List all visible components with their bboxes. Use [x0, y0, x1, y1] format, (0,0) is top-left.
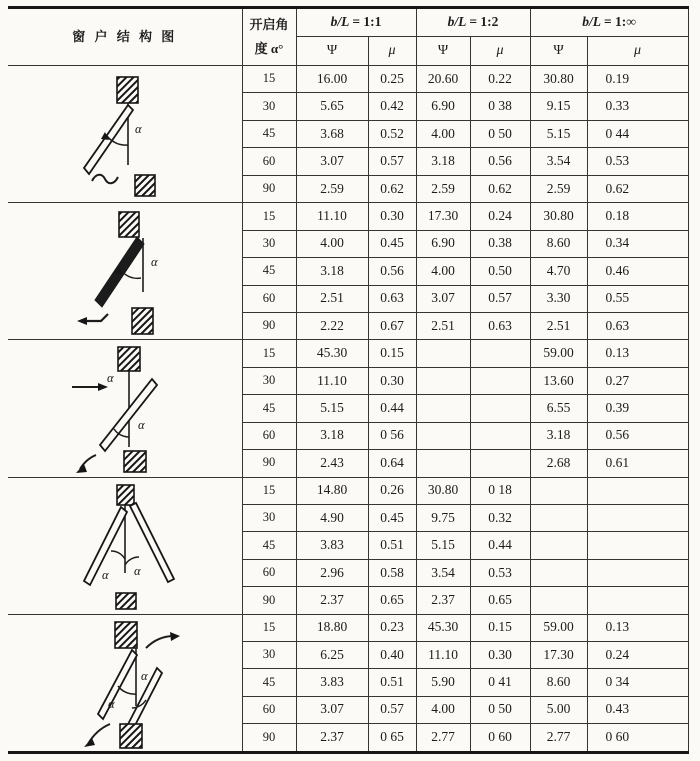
opposed-double-sash-airflow-through-icon	[8, 616, 242, 750]
value-cell: 18.80	[296, 614, 368, 641]
value-cell: 0.57	[368, 148, 416, 175]
value-cell: 45.30	[296, 340, 368, 367]
diagram-column-header: 窗 户 结 构 图	[8, 8, 242, 66]
value-cell: 5.15	[416, 532, 470, 559]
value-cell: 0 50	[470, 120, 530, 147]
value-cell: 0.25	[368, 66, 416, 93]
window-diagram-cell-4	[8, 477, 242, 614]
opening-angle-column-header	[242, 8, 296, 66]
value-cell	[470, 395, 530, 422]
value-cell: 3.18	[530, 422, 587, 449]
value-cell: 59.00	[530, 614, 587, 641]
value-cell: 0.65	[368, 587, 416, 614]
angle-header-line1: 开启角	[249, 16, 289, 32]
value-cell: 0.13	[587, 614, 688, 641]
value-cell: 0.24	[470, 203, 530, 230]
value-cell: 0 56	[368, 422, 416, 449]
value-cell: 0 65	[368, 723, 416, 752]
value-cell: 0.55	[587, 285, 688, 312]
value-cell: 17.30	[530, 642, 587, 669]
psi-column-header: Ψ	[296, 37, 368, 66]
value-cell: 0.44	[470, 532, 530, 559]
value-cell: 45.30	[416, 614, 470, 641]
value-cell: 30.80	[530, 203, 587, 230]
angle-cell: 90	[242, 312, 296, 339]
value-cell: 0 34	[587, 669, 688, 696]
value-cell: 17.30	[416, 203, 470, 230]
value-cell: 0.63	[368, 285, 416, 312]
angle-cell: 30	[242, 230, 296, 257]
value-cell: 0.56	[587, 422, 688, 449]
value-cell	[587, 505, 688, 532]
value-cell: 3.54	[530, 148, 587, 175]
angle-cell: 60	[242, 285, 296, 312]
value-cell: 0.62	[368, 175, 416, 202]
value-cell: 5.15	[296, 395, 368, 422]
svg-text:α: α	[138, 418, 145, 433]
value-cell: 2.51	[416, 312, 470, 339]
value-cell: 0 41	[470, 669, 530, 696]
group-header-bl-1-1	[296, 8, 416, 37]
value-cell	[416, 450, 470, 477]
bl-ratio-var: b/L	[447, 14, 467, 30]
value-cell: 3.30	[530, 285, 587, 312]
value-cell: 9.15	[530, 93, 587, 120]
value-cell: 0 18	[470, 477, 530, 504]
angle-cell: 45	[242, 669, 296, 696]
value-cell: 0 60	[587, 723, 688, 752]
value-cell: 0.52	[368, 120, 416, 147]
value-cell: 0.63	[587, 312, 688, 339]
value-cell: 0.26	[368, 477, 416, 504]
value-cell: 0.15	[470, 614, 530, 641]
top-hinged-inswing-sash-with-deflector-icon	[8, 204, 242, 338]
value-cell: 5.00	[530, 696, 587, 723]
value-cell: 0.40	[368, 642, 416, 669]
angle-cell: 90	[242, 450, 296, 477]
value-cell	[530, 587, 587, 614]
value-cell	[587, 477, 688, 504]
value-cell: 3.83	[296, 532, 368, 559]
value-cell: 0.57	[368, 696, 416, 723]
value-cell	[416, 367, 470, 394]
value-cell: 8.60	[530, 230, 587, 257]
value-cell: 2.37	[416, 587, 470, 614]
value-cell: 14.80	[296, 477, 368, 504]
value-cell: 2.59	[296, 175, 368, 202]
value-cell: 3.68	[296, 120, 368, 147]
value-cell: 20.60	[416, 66, 470, 93]
angle-header-line2: 度 α°	[254, 41, 284, 56]
svg-text:α: α	[141, 668, 148, 683]
value-cell: 2.22	[296, 312, 368, 339]
value-cell: 3.18	[296, 422, 368, 449]
psi-column-header: Ψ	[530, 37, 587, 66]
bl-ratio-value: = 1:1	[352, 14, 382, 30]
value-cell	[416, 422, 470, 449]
value-cell: 3.07	[296, 696, 368, 723]
svg-text:α: α	[135, 122, 142, 137]
value-cell: 0.51	[368, 532, 416, 559]
value-cell: 0.45	[368, 505, 416, 532]
value-cell: 0.23	[368, 614, 416, 641]
value-cell: 0.58	[368, 559, 416, 586]
angle-cell: 60	[242, 422, 296, 449]
value-cell: 6.90	[416, 230, 470, 257]
value-cell: 0.46	[587, 258, 688, 285]
bl-ratio-var: b/L	[330, 14, 350, 30]
value-cell: 0 38	[470, 93, 530, 120]
value-cell: 2.59	[416, 175, 470, 202]
value-cell: 0.53	[470, 559, 530, 586]
value-cell	[470, 422, 530, 449]
value-cell: 0 50	[470, 696, 530, 723]
angle-cell: 45	[242, 395, 296, 422]
value-cell: 0.65	[470, 587, 530, 614]
value-cell: 4.00	[416, 696, 470, 723]
value-cell: 6.55	[530, 395, 587, 422]
value-cell: 0.56	[470, 148, 530, 175]
angle-cell: 45	[242, 120, 296, 147]
svg-text:α: α	[107, 371, 114, 386]
value-cell: 59.00	[530, 340, 587, 367]
value-cell: 11.10	[296, 367, 368, 394]
angle-cell: 15	[242, 477, 296, 504]
angle-cell: 15	[242, 614, 296, 641]
value-cell: 0.34	[587, 230, 688, 257]
value-cell: 4.70	[530, 258, 587, 285]
bl-ratio-value: = 1:∞	[603, 14, 636, 30]
window-diagram-cell-5	[8, 614, 242, 752]
svg-text:α: α	[102, 567, 109, 582]
angle-cell: 30	[242, 93, 296, 120]
table-row	[8, 614, 688, 641]
value-cell: 0.61	[587, 450, 688, 477]
value-cell: 2.37	[296, 723, 368, 752]
value-cell: 0.18	[587, 203, 688, 230]
value-cell: 2.43	[296, 450, 368, 477]
value-cell: 0 44	[587, 120, 688, 147]
value-cell: 6.25	[296, 642, 368, 669]
table-row	[8, 203, 688, 230]
value-cell	[416, 395, 470, 422]
value-cell: 30.80	[530, 66, 587, 93]
angle-cell: 45	[242, 532, 296, 559]
value-cell: 2.37	[296, 587, 368, 614]
window-diagram-cell-2	[8, 203, 242, 340]
value-cell	[530, 532, 587, 559]
value-cell	[470, 450, 530, 477]
group-header-bl-1-inf	[530, 8, 688, 37]
value-cell: 0.38	[470, 230, 530, 257]
value-cell: 0.45	[368, 230, 416, 257]
table-row	[8, 340, 688, 367]
value-cell	[587, 532, 688, 559]
pivot-sash-airflow-through-icon	[8, 341, 242, 475]
angle-cell: 60	[242, 559, 296, 586]
value-cell: 13.60	[530, 367, 587, 394]
value-cell: 0.63	[470, 312, 530, 339]
value-cell	[470, 367, 530, 394]
value-cell: 0.56	[368, 258, 416, 285]
group-header-bl-1-2	[416, 8, 530, 37]
value-cell: 0.44	[368, 395, 416, 422]
value-cell: 4.00	[416, 258, 470, 285]
value-cell: 2.59	[530, 175, 587, 202]
value-cell: 6.90	[416, 93, 470, 120]
value-cell: 5.65	[296, 93, 368, 120]
top-hinged-inswing-sash-airflow-below-icon	[8, 67, 242, 201]
value-cell: 11.10	[296, 203, 368, 230]
value-cell	[416, 340, 470, 367]
value-cell: 11.10	[416, 642, 470, 669]
value-cell: 3.18	[296, 258, 368, 285]
value-cell	[587, 587, 688, 614]
value-cell: 2.77	[530, 723, 587, 752]
angle-cell: 30	[242, 367, 296, 394]
value-cell: 2.68	[530, 450, 587, 477]
value-cell: 0.67	[368, 312, 416, 339]
value-cell	[530, 477, 587, 504]
mu-column-header: μ	[470, 37, 530, 66]
value-cell	[587, 559, 688, 586]
value-cell: 0.30	[368, 203, 416, 230]
value-cell: 3.07	[296, 148, 368, 175]
value-cell: 0.30	[368, 367, 416, 394]
value-cell: 0.15	[368, 340, 416, 367]
angle-cell: 30	[242, 642, 296, 669]
window-ventilation-coefficient-table	[8, 6, 689, 754]
value-cell: 0.51	[368, 669, 416, 696]
value-cell: 3.18	[416, 148, 470, 175]
value-cell: 2.96	[296, 559, 368, 586]
value-cell: 0.24	[587, 642, 688, 669]
bl-ratio-var: b/L	[582, 14, 601, 30]
mu-column-header: μ	[587, 37, 688, 66]
value-cell: 0.32	[470, 505, 530, 532]
value-cell: 4.00	[296, 230, 368, 257]
value-cell: 5.15	[530, 120, 587, 147]
angle-cell: 30	[242, 505, 296, 532]
value-cell: 0.27	[587, 367, 688, 394]
header-row-1	[8, 8, 688, 37]
value-cell: 2.51	[530, 312, 587, 339]
double-sash-tent-opening-icon	[8, 479, 242, 613]
svg-text:α: α	[108, 696, 115, 711]
value-cell: 0.13	[587, 340, 688, 367]
value-cell: 0.19	[587, 66, 688, 93]
angle-cell: 60	[242, 696, 296, 723]
value-cell: 9.75	[416, 505, 470, 532]
bl-ratio-value: = 1:2	[469, 14, 499, 30]
table-row	[8, 477, 688, 504]
table-row	[8, 66, 688, 93]
value-cell: 0.64	[368, 450, 416, 477]
angle-cell: 90	[242, 723, 296, 752]
svg-text:α: α	[134, 563, 141, 578]
mu-column-header: μ	[368, 37, 416, 66]
value-cell: 0.53	[587, 148, 688, 175]
value-cell: 3.54	[416, 559, 470, 586]
angle-cell: 60	[242, 148, 296, 175]
svg-text:α: α	[151, 255, 158, 270]
angle-cell: 90	[242, 175, 296, 202]
value-cell: 30.80	[416, 477, 470, 504]
value-cell: 2.77	[416, 723, 470, 752]
value-cell: 8.60	[530, 669, 587, 696]
psi-column-header: Ψ	[416, 37, 470, 66]
value-cell	[470, 340, 530, 367]
window-diagram-cell-1	[8, 66, 242, 203]
value-cell: 3.83	[296, 669, 368, 696]
value-cell: 0.62	[587, 175, 688, 202]
value-cell: 4.90	[296, 505, 368, 532]
angle-cell: 15	[242, 66, 296, 93]
value-cell: 0.22	[470, 66, 530, 93]
angle-cell: 90	[242, 587, 296, 614]
angle-cell: 15	[242, 203, 296, 230]
value-cell: 5.90	[416, 669, 470, 696]
angle-cell: 15	[242, 340, 296, 367]
window-diagram-cell-3	[8, 340, 242, 477]
value-cell: 0.39	[587, 395, 688, 422]
value-cell: 2.51	[296, 285, 368, 312]
value-cell	[530, 505, 587, 532]
value-cell	[530, 559, 587, 586]
angle-cell: 45	[242, 258, 296, 285]
value-cell: 3.07	[416, 285, 470, 312]
value-cell: 0.62	[470, 175, 530, 202]
value-cell: 4.00	[416, 120, 470, 147]
value-cell: 0.57	[470, 285, 530, 312]
value-cell: 0.33	[587, 93, 688, 120]
value-cell: 0.50	[470, 258, 530, 285]
value-cell: 0.43	[587, 696, 688, 723]
value-cell: 0 60	[470, 723, 530, 752]
value-cell: 16.00	[296, 66, 368, 93]
value-cell: 0.42	[368, 93, 416, 120]
value-cell: 0.30	[470, 642, 530, 669]
